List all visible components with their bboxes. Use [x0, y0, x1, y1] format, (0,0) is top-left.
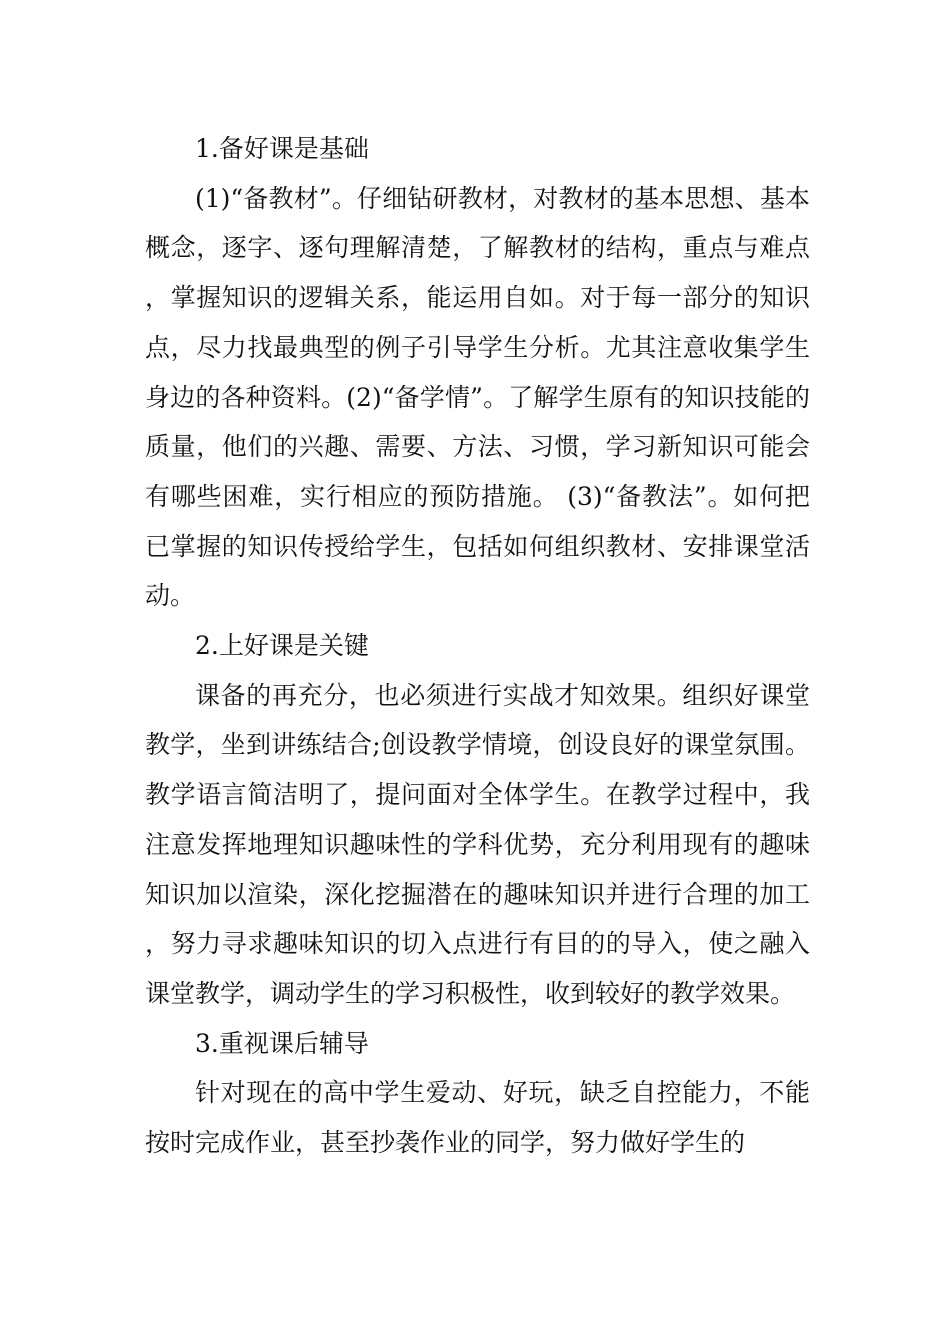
section-heading-1: 1.备好课是基础 — [195, 134, 369, 163]
section-heading-3: 3.重视课后辅导 — [195, 1028, 369, 1058]
document-body — [145, 124, 810, 1168]
body-paragraph-1: (1)“备教材”。仔细钻研教材，对教材的基本思想、基本概念，逐字、逐句理解清楚，了解教材的结构，重点与难点，掌握知识的逻辑关系，能运用自如。对于每一部分的知识点，尽力找最典型的例子引导学生分析。尤其注意收集学生身边的各种资料。(2)“备学情”。了解学生原有的知识技能的质量，他们的兴趣、需要、方法、习惯，学习新知识可能会有哪些困难，实行相应的预防措施。 (3)“备教法”。如何把已掌握的知识传授给学生，包括如何组织教材、安排课堂活动。 — [145, 183, 810, 611]
body-paragraph-3: 针对现在的高中学生爱动、好玩，缺乏自控能力，不能按时完成作业，甚至抄袭作业的同学，努力做好学生的 — [145, 1078, 810, 1158]
section-heading-2: 2.上好课是关键 — [195, 631, 369, 661]
body-paragraph-2: 课备的再充分，也必须进行实战才知效果。组织好课堂教学，坐到讲练结合;创设教学情境，创设良好的课堂氛围。教学语言简洁明了，提问面对全体学生。在教学过程中，我注意发挥地理知识趣味性的学科优势，充分利用现有的趣味知识加以渲染，深化挖掘潜在的趣味知识并进行合理的加工，努力寻求趣味知识的切入点进行有目的的导入，使之融入课堂教学，调动学生的学习积极性，收到较好的教学效果。 — [145, 680, 810, 1008]
